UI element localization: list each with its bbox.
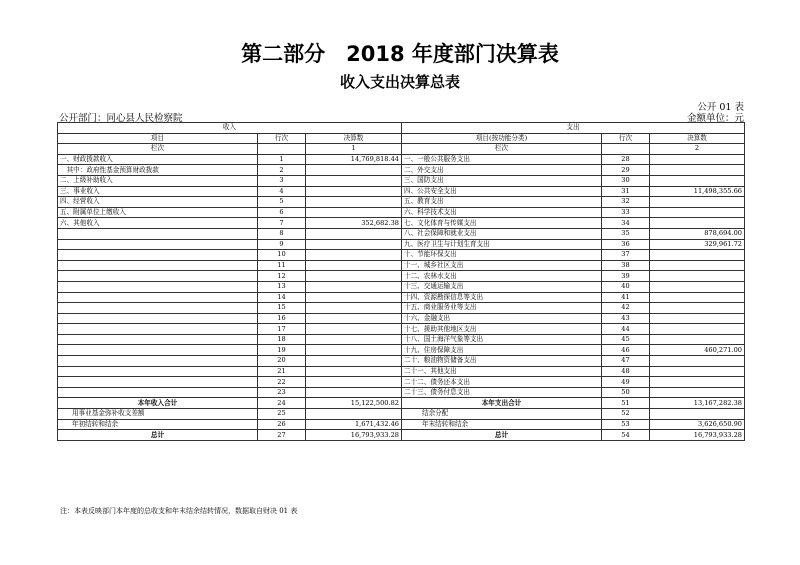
income-total-amount [306,409,402,420]
income-amount [306,303,402,314]
income-row-number: 5 [258,197,306,208]
income-row-number: 12 [258,271,306,282]
expense-total-row-number: 54 [602,430,650,441]
footnote: 注：本表反映部门本年度的总收支和年末结余结转情况，数据取自财决 01 表 [60,507,298,515]
expense-row-number: 31 [602,186,650,197]
table-row [58,334,745,345]
expense-total-row-number: 53 [602,419,650,430]
income-row-number: 3 [258,175,306,186]
expense-item: 五、教育支出 [402,197,602,208]
expense-amount-header: 决算数 [650,133,745,144]
income-amount [306,356,402,367]
page-title: 第二部分 2018 年度部门决算表 [241,42,559,66]
income-amount [306,239,402,250]
income-row-number: 10 [258,250,306,261]
expense-row-number: 34 [602,218,650,229]
income-row-number: 4 [258,186,306,197]
income-total-row-number: 26 [258,419,306,430]
expense-row-number: 49 [602,377,650,388]
table-row [58,175,745,186]
income-total-item: 本年收入合计 [58,398,258,409]
income-row-number: 18 [258,334,306,345]
income-row-number: 22 [258,377,306,388]
expense-total-row-number: 52 [602,409,650,420]
expense-column-label: 栏次 [402,144,602,155]
table-row [58,387,745,398]
income-amount [306,345,402,356]
expense-item: 二十二、债务还本支出 [402,377,602,388]
expense-amount [650,324,745,335]
expense-amount: 878,694.00 [650,228,745,239]
table-row [58,292,745,303]
income-amount [306,207,402,218]
expense-amount [650,377,745,388]
expense-item: 十、节能环保支出 [402,250,602,261]
income-item: 三、事业收入 [58,186,258,197]
income-amount [306,250,402,261]
total-row [58,430,745,441]
expense-amount: 460,271.00 [650,345,745,356]
table-row [58,239,745,250]
expense-item: 四、公共安全支出 [402,186,602,197]
income-item [58,377,258,388]
expense-row-number: 35 [602,228,650,239]
income-amount [306,324,402,335]
income-item-header: 项目 [58,133,258,144]
expense-item: 七、文化体育与传媒支出 [402,218,602,229]
expense-row-number: 43 [602,313,650,324]
table-row [58,154,745,165]
expense-item: 十九、住房保障支出 [402,345,602,356]
table-row [58,197,745,208]
income-item [58,292,258,303]
income-row-number: 14 [258,292,306,303]
expense-total-item: 结余分配 [402,409,602,420]
table-row [58,228,745,239]
expense-total-item: 年末结转和结余 [402,419,602,430]
table-row [58,271,745,282]
income-item [58,366,258,377]
expense-amount [650,197,745,208]
expense-amount [650,303,745,314]
income-row-number: 20 [258,356,306,367]
income-row-number: 19 [258,345,306,356]
income-item: 二、上级补助收入 [58,175,258,186]
empty-cell [602,144,650,155]
expense-item: 十三、交通运输支出 [402,281,602,292]
expense-row-number: 48 [602,366,650,377]
expense-amount [650,175,745,186]
expense-amount [650,165,745,176]
expense-item: 十七、援助其他地区支出 [402,324,602,335]
income-row-number: 6 [258,207,306,218]
income-item: 五、附属单位上缴收入 [58,207,258,218]
expense-item: 十四、资源勘探信息等支出 [402,292,602,303]
expense-total-item: 本年支出合计 [402,398,602,409]
income-amount [306,313,402,324]
income-item [58,387,258,398]
total-row [58,398,745,409]
income-row-number: 15 [258,303,306,314]
income-total-amount: 16,793,933.28 [306,430,402,441]
expense-row-number: 46 [602,345,650,356]
expense-amount [650,387,745,398]
income-item [58,324,258,335]
table-row [58,377,745,388]
expense-amount [650,366,745,377]
income-row-number: 7 [258,218,306,229]
income-item [58,334,258,345]
table-row [58,207,745,218]
income-row-number: 17 [258,324,306,335]
expense-row-number: 30 [602,175,650,186]
expense-item: 八、社会保障和就业支出 [402,228,602,239]
income-row-number: 11 [258,260,306,271]
income-item: 六、其他收入 [58,218,258,229]
income-row-number: 13 [258,281,306,292]
total-row [58,409,745,420]
expense-item: 十二、农林水支出 [402,271,602,282]
expense-row-number: 32 [602,197,650,208]
income-amount [306,281,402,292]
table-row [58,218,745,229]
income-item [58,345,258,356]
expense-row-number: 40 [602,281,650,292]
expense-row-number: 45 [602,334,650,345]
expense-amount [650,271,745,282]
income-amount: 352,682.38 [306,218,402,229]
expense-amount [650,207,745,218]
expense-amount [650,313,745,324]
expense-row-number: 36 [602,239,650,250]
expense-amount [650,218,745,229]
table-row [58,186,745,197]
income-row-number: 2 [258,165,306,176]
expense-row-number: 38 [602,260,650,271]
table-subtitle: 收入支出决算总表 [339,73,460,91]
table-row [58,313,745,324]
table-row [58,356,745,367]
expense-row-number: 28 [602,154,650,165]
expense-item: 十五、商业服务业等支出 [402,303,602,314]
income-item [58,356,258,367]
income-column-index: 1 [306,144,402,155]
income-amount [306,292,402,303]
expense-item: 二、外交支出 [402,165,602,176]
table-row [58,324,745,335]
table-row [58,250,745,261]
income-total-row-number: 24 [258,398,306,409]
income-row-number: 9 [258,239,306,250]
income-item [58,228,258,239]
income-row-number: 8 [258,228,306,239]
table-row [58,303,745,314]
expense-item: 二十一、其他支出 [402,366,602,377]
income-amount [306,197,402,208]
expense-rowno-header: 行次 [602,133,650,144]
income-amount [306,165,402,176]
income-item: 一、财政拨款收入 [58,154,258,165]
expense-amount: 329,961.72 [650,239,745,250]
income-total-row-number: 27 [258,430,306,441]
income-total-item: 总计 [58,430,258,441]
income-item [58,239,258,250]
income-item [58,271,258,282]
table-row [58,345,745,356]
table-row [58,165,745,176]
expense-item-header: 项目(按功能分类) [402,133,602,144]
income-total-amount: 15,122,500.82 [306,398,402,409]
income-total-item: 用事业基金弥补收支差额 [58,409,258,420]
expense-total-amount: 16,793,933.28 [650,430,745,441]
income-item [58,281,258,292]
income-item [58,260,258,271]
expense-amount [650,250,745,261]
expense-amount [650,281,745,292]
expense-amount [650,356,745,367]
expense-row-number: 37 [602,250,650,261]
form-number: 公开 01 表 [697,102,744,113]
income-amount [306,228,402,239]
expense-row-number: 41 [602,292,650,303]
income-header: 收入 [58,123,402,134]
expense-amount [650,260,745,271]
table-row [58,260,745,271]
expense-row-number: 42 [602,303,650,314]
budget-summary-table [57,122,745,441]
expense-row-number: 50 [602,387,650,398]
expense-item: 十八、国土海洋气象等支出 [402,334,602,345]
income-item [58,313,258,324]
income-rowno-header: 行次 [258,133,306,144]
expense-item: 六、科学技术支出 [402,207,602,218]
income-total-item: 年初结转和结余 [58,419,258,430]
expense-item: 三、国防支出 [402,175,602,186]
income-amount-header: 决算数 [306,133,402,144]
income-row-number: 21 [258,366,306,377]
expense-item: 十六、金融支出 [402,313,602,324]
expense-item: 二十三、债务付息支出 [402,387,602,398]
income-row-number: 23 [258,387,306,398]
expense-total-amount [650,409,745,420]
income-amount [306,186,402,197]
income-item [58,250,258,261]
income-amount [306,334,402,345]
expense-header: 支出 [402,123,745,134]
expense-total-item: 总计 [402,430,602,441]
income-amount [306,366,402,377]
expense-row-number: 33 [602,207,650,218]
income-total-amount: 1,671,432.46 [306,419,402,430]
income-item: 四、经营收入 [58,197,258,208]
table-row [58,281,745,292]
expense-total-amount: 3,626,650.90 [650,419,745,430]
income-row-number: 1 [258,154,306,165]
expense-row-number: 29 [602,165,650,176]
expense-row-number: 39 [602,271,650,282]
expense-amount [650,334,745,345]
expense-column-index: 2 [650,144,745,155]
expense-amount [650,292,745,303]
income-amount: 14,769,818.44 [306,154,402,165]
expense-total-amount: 13,167,282.38 [650,398,745,409]
expense-amount: 11,498,355.66 [650,186,745,197]
total-row [58,419,745,430]
income-amount [306,271,402,282]
department-label: 公开部门：同心县人民检察院 [59,113,183,124]
income-amount [306,260,402,271]
expense-item: 九、医疗卫生与计划生育支出 [402,239,602,250]
expense-row-number: 47 [602,356,650,367]
expense-amount [650,154,745,165]
table-row [58,366,745,377]
income-item: 其中：政府性基金预算财政拨款 [58,165,258,176]
income-amount [306,387,402,398]
income-column-label: 栏次 [58,144,258,155]
income-amount [306,377,402,388]
expense-item: 十一、城乡社区支出 [402,260,602,271]
income-amount [306,175,402,186]
income-row-number: 16 [258,313,306,324]
expense-item: 一、一般公共服务支出 [402,154,602,165]
unit-label: 金额单位：元 [686,113,744,124]
expense-row-number: 44 [602,324,650,335]
empty-cell [258,144,306,155]
expense-item: 二十、粮油物资储备支出 [402,356,602,367]
income-total-row-number: 25 [258,409,306,420]
expense-total-row-number: 51 [602,398,650,409]
income-item [58,303,258,314]
